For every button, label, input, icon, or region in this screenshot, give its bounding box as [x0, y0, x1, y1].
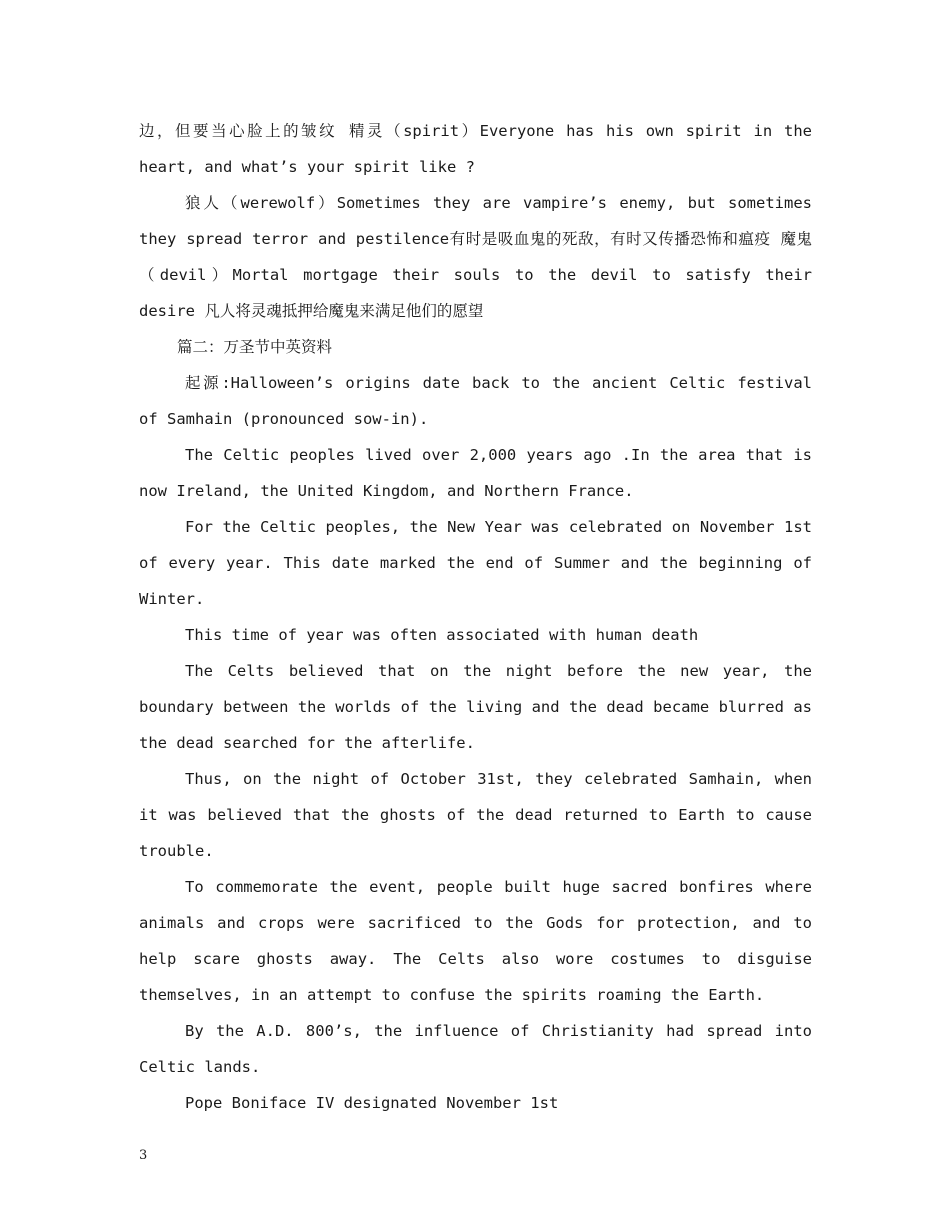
paragraph-origins: 起源:Halloween’s origins date back to the ancient Celtic festival of Samhain (pronounced sow-in).: [139, 374, 812, 428]
paragraph-christianity: By the A.D. 800’s, the influence of Christianity had spread into Celtic lands.: [139, 1022, 812, 1076]
paragraph-bonfires: To commemorate the event, people built huge sacred bonfires where animals and crops were sacrificed to the Gods for protection, and to help scare ghosts away. The Celts also wore costumes to disguise themselves, in an attempt to confuse the spirits roaming the Earth.: [139, 878, 812, 1004]
document-body: [139, 113, 812, 1121]
section-heading: 篇二：万圣节中英资料: [177, 338, 333, 356]
paragraph-werewolf-devil: 狼人（werewolf）Sometimes they are vampire’s enemy, but sometimes they spread terror and pestilence有时是吸血鬼的死敌，有时又传播恐怖和瘟疫 魔鬼（devil）Mortal mortgage their souls to the devil to satisfy their desire 凡人将灵魂抵押给魔鬼来满足他们的愿望: [139, 194, 812, 320]
paragraph-new-year: For the Celtic peoples, the New Year was celebrated on November 1st of every year. This date marked the end of Summer and the beginning of Winter.: [139, 518, 812, 608]
paragraph-october-31: Thus, on the night of October 31st, they celebrated Samhain, when it was believed that the ghosts of the dead returned to Earth to cause trouble.: [139, 770, 812, 860]
paragraph-human-death: This time of year was often associated with human death: [185, 626, 699, 644]
paragraph-celts-believed: The Celts believed that on the night before the new year, the boundary between the worlds of the living and the dead became blurred as the dead searched for the afterlife.: [139, 662, 812, 752]
page-number: 3: [139, 1148, 148, 1163]
paragraph-spirit: 边，但要当心脸上的皱纹 精灵（spirit）Everyone has his own spirit in the heart, and what’s your spirit like ?: [139, 122, 812, 176]
paragraph-celtic-peoples: The Celtic peoples lived over 2,000 years ago .In the area that is now Ireland, the United Kingdom, and Northern France.: [139, 446, 812, 500]
paragraph-pope-boniface: Pope Boniface IV designated November 1st: [185, 1094, 559, 1112]
